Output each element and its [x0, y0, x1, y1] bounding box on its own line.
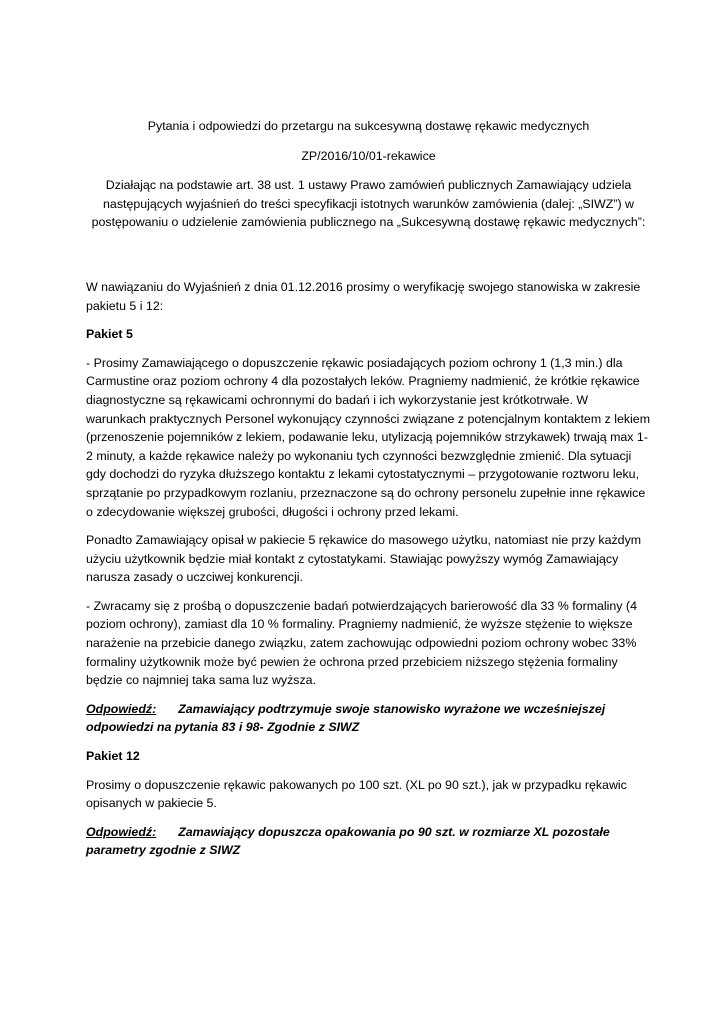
document-reference: ZP/2016/10/01-rekawice [301, 148, 436, 163]
package12-heading: Pakiet 12 [86, 749, 140, 764]
package5-paragraph-1: - Prosimy Zamawiającego o dopuszczenie rękawic posiadających poziom ochrony 1 (1,3 min.) dla Carmustine oraz poziom ochrony 4 dla pozostałych leków. Pragniemy nadmienić, że krótkie rękawice diagnostyczne są rękawicami ochronnymi do badań i ich wykorzystanie jest krótkotrwałe. W warunkach praktycznych Personel wykonujący czynności związane z potencjalnym kontaktem z lekiem (przenoszenie pojemników z lekiem, podawanie leku, utylizacją pojemników strzykawek) trwają max 1-2 minuty, a każde rękawice należy po wykonaniu tych czynności bezwzględnie zmienić. Dla sytuacji gdy dochodzi do ryzyka dłuższego kontaktu z lekami cytostatycznymi – przygotowanie roztworu leku, sprzątanie po przypadkowym rozlaniu, przeznaczone są do ochrony personelu zupełnie inne rękawice o zdecydowanie większej grubości, długości i ochrony przed lekami. [86, 355, 651, 519]
package5-heading: Pakiet 5 [86, 327, 133, 342]
package12-answer [86, 823, 651, 860]
package12-answer-label: Odpowiedź: [86, 824, 157, 839]
package5-paragraph-2: Ponadto Zamawiający opisał w pakiecie 5 rękawice do masowego użytku, natomiast nie przy każdym użyciu użytkownik będzie miał kontakt z cytostatykami. Stawiając powyższy wymóg Zamawiający narusza zasady o uczciwej konkurencji. [86, 533, 642, 585]
package5-answer-text: Zamawiający podtrzymuje swoje stanowisko wyrażone we wcześniejszej odpowiedzi na pytania 83 i 98- Zgodnie z SIWZ [86, 701, 606, 735]
package5-answer [86, 700, 651, 737]
package5-paragraph-3: - Zwracamy się z prośbą o dopuszczenie badań potwierdzających barierowość dla 33 % formaliny (4 poziom ochrony), zamiast dla 10 % formaliny. Pragniemy nadmienić, że wyższe stężenie to większe narażenie na przebicie danego związku, zatem zachowując odpowiedni poziom ochrony wobec 33% formaliny użytkownik może być pewien że ochrona przed przebiciem niższego stężenia formaliny będzie co najmniej taka sama luz wyższa. [86, 598, 637, 688]
package5-answer-label: Odpowiedź: [86, 701, 157, 716]
question-intro: W nawiązaniu do Wyjaśnień z dnia 01.12.2016 prosimy o weryfikację swojego stanowiska w zakresie pakietu 5 i 12: [86, 279, 641, 313]
document-intro: Działając na podstawie art. 38 ust. 1 ustawy Prawo zamówień publicznych Zamawiający udziela następujących wyjaśnień do treści specyfikacji istotnych warunków zamówienia (dalej: „SIWZ”) w postępowaniu o udzielenie zamówienia publicznego na „Sukcesywną dostawę rękawic medycznych”: [91, 178, 646, 230]
document-title: Pytania i odpowiedzi do przetargu na sukcesywną dostawę rękawic medycznych [147, 119, 590, 133]
section-spacer [86, 242, 651, 278]
package12-paragraph-1: Prosimy o dopuszczenie rękawic pakowanych po 100 szt. (XL po 90 szt.), jak w przypadku rękawic opisanych w pakiecie 5. [86, 777, 627, 811]
package12-answer-text: Zamawiający dopuszcza opakowania po 90 szt. w rozmiarze XL pozostałe parametry zgodnie z SIWZ [86, 824, 610, 858]
